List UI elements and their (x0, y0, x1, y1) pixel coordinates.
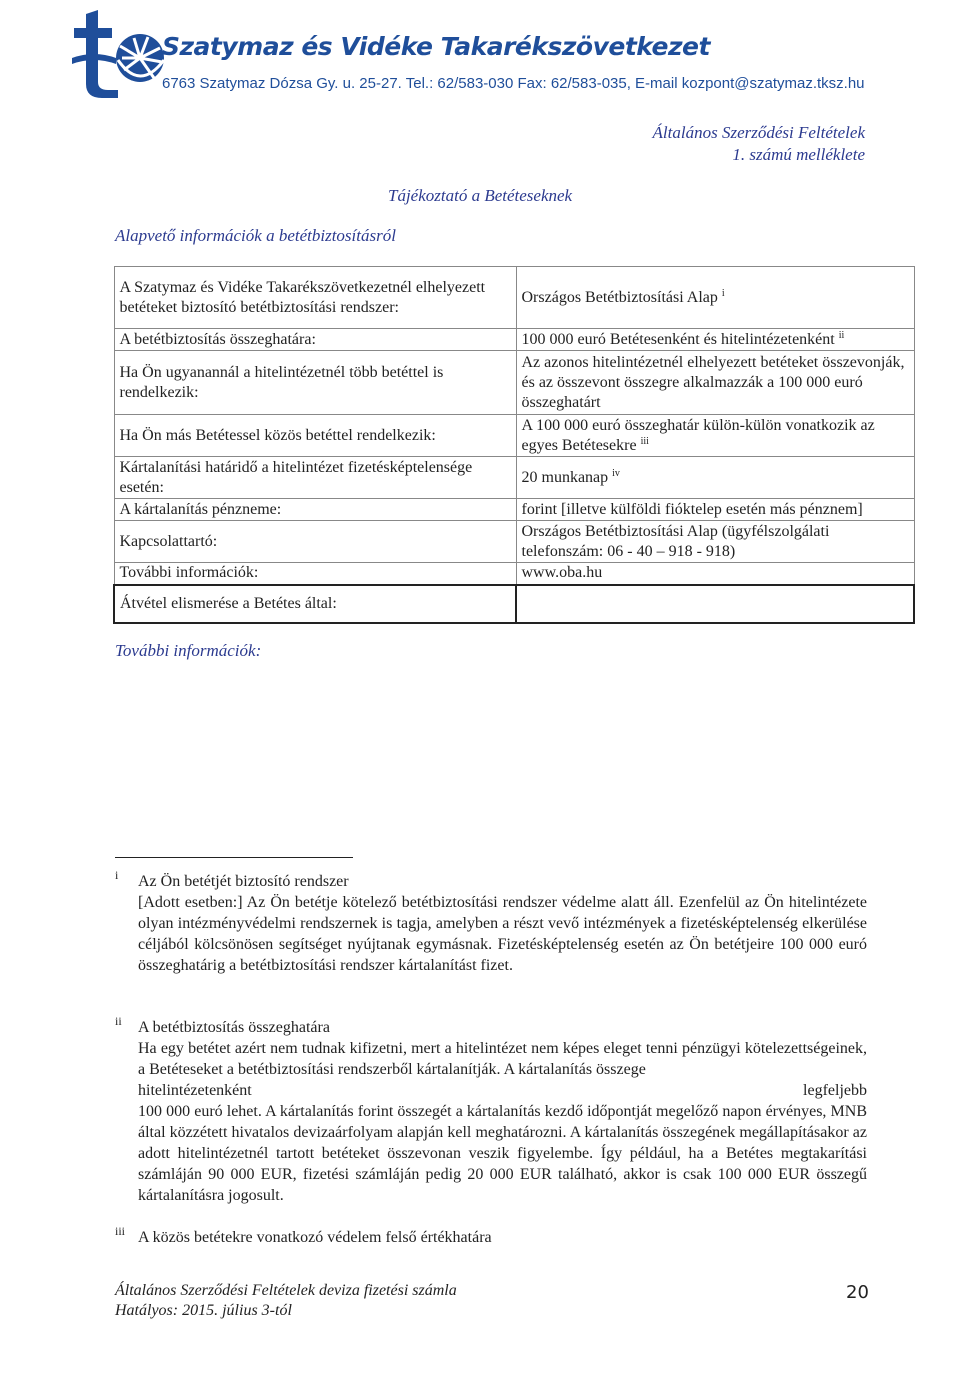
cross-and-shell-logo-icon (64, 6, 176, 100)
document-title: Tájékoztató a Betéteseknek (388, 186, 573, 205)
annex-reference (653, 122, 865, 166)
row-value (516, 563, 914, 585)
table-row (114, 521, 914, 563)
footnote-title: Az Ön betétjét biztosító rendszer (138, 873, 349, 890)
oba-website-link[interactable]: www.oba.hu (521, 564, 603, 582)
footnote-ref: iii (640, 435, 649, 447)
footnote-mark: iii (115, 1224, 126, 1238)
row-label: Ha Ön más Betétessel közös betéttel rendelkezik: (114, 415, 516, 457)
row-value: Az azonos hitelintézetnél elhelyezett betéteket összevonják, és az összevont összegre alkalmazzák a 100 000 euró összeghatárt (516, 351, 914, 415)
annex-line-2: 1. számú melléklete (732, 145, 865, 164)
footnote-title: A betétbiztosítás összeghatára (138, 1019, 330, 1036)
footnote-text: [Adott esetben:] Az Ön betétje kötelező betétbiztosítási rendszer védelme alatt áll. Ezenfelül az Ön hitelintézete olyan intézményvédelmi rendszernek is tagja, amelyben a részt vevő intézmények a fizetésképtelenség elkerülése céljából kölcsönösen segítséget nyújtanak egymásnak. Fizetésképtelenség esetén az Ön betétjeire 100 000 euró összeghatárig a betétbiztosítási rendszer kártalanítást fizet. (138, 894, 867, 974)
more-info-heading: További információk: (115, 641, 262, 660)
deposit-insurance-table (113, 266, 915, 624)
footnote-iii (115, 1224, 867, 1248)
row-label: Ha Ön ugyanannál a hitelintézetnél több betéttel is rendelkezik: (114, 351, 516, 415)
footer-line-2: Hatályos: 2015. július 3-tól (115, 1302, 292, 1319)
footnote-ref: iv (612, 467, 620, 479)
page-footer (115, 1281, 457, 1321)
table-row (114, 563, 914, 585)
footnote-mark: ii (115, 1014, 122, 1028)
row-value: forint [illetve külföldi fióktelep esetén más pénznem] (516, 499, 914, 521)
bank-logo (64, 6, 176, 100)
table-row (114, 329, 914, 351)
signature-field[interactable] (516, 585, 914, 623)
acknowledgement-row (114, 585, 914, 623)
row-label: A kártalanítás pénzneme: (114, 499, 516, 521)
footnote-title: A közös betétekre vonatkozó védelem felső értékhatára (138, 1229, 492, 1246)
row-value: Országos Betétbiztosítási Alap $^i$ (516, 267, 914, 329)
footnote-text: Ha egy betétet azért nem tudnak kifizetni, mert a hitelintézet nem képes eleget tenni pénzügyi kötelezettségeinek, a Betéteseket a betétbiztosítási rendszerből kártalanítják. A kártalanítás összege (138, 1040, 867, 1078)
bank-address: 6763 Szatymaz Dózsa Gy. u. 25-27. Tel.: 62/583-030 Fax: 62/583-035, E-mail kozpont@szatymaz.tksz.hu (162, 75, 865, 92)
row-value: 20 munkanap $^{iv}$ (516, 457, 914, 499)
table-row (114, 499, 914, 521)
table-row (114, 415, 914, 457)
table-row (114, 267, 914, 329)
footnote-mark: i (115, 868, 119, 882)
footnote-ref: ii (838, 329, 845, 341)
footnote-split-line: hitelintézetenként legfeljebb (138, 1082, 867, 1099)
row-value: Országos Betétbiztosítási Alap (ügyfélszolgálati telefonszám: 06 - 40 – 918 - 918) (516, 521, 914, 563)
footnote-text: 100 000 euró lehet. A kártalanítás forint összegét a kártalanítás kezdő időpontját megelőző napon érvényes, MNB által közzétett hivatalos devizaárfolyam alapján kell meghatározni. A kártalanítás összegének megállapításakor az adott hitelintézetnél tartott betéteket összevonan veszik figyelembe. Így például, ha a Betétes megtakarítási számláján 90 000 EUR, fizetési számláján pedig 20 000 EUR található, akkor is csak 100 000 EUR összegű kártalanításra jogosult. (138, 1103, 867, 1204)
table-row (114, 457, 914, 499)
table-row (114, 351, 914, 415)
row-label: Kártalanítási határidő a hitelintézet fizetésképtelensége esetén: (114, 457, 516, 499)
page-number: 20 (846, 1282, 869, 1303)
footnote-ref: i (721, 287, 725, 299)
footnote-ii (115, 1014, 867, 1206)
row-label: A betétbiztosítás összeghatára: (114, 329, 516, 351)
bank-name: Szatymaz és Vidéke Takarékszövetkezet (162, 32, 710, 61)
acknowledgement-label: Átvétel elismerése a Betétes által: (114, 585, 516, 623)
footnote-i (115, 868, 867, 976)
row-label: A Szatymaz és Vidéke Takarékszövetkezetnél elhelyezett betéteket biztosító betétbiztosítási rendszer: (114, 267, 516, 329)
row-value: 100 000 euró Betétesenként és hitelintézetenként $^{ii}$ (516, 329, 914, 351)
row-value: A 100 000 euró összeghatár külön-külön vonatkozik az egyes Betétesekre $^{iii}$ (516, 415, 914, 457)
annex-line-1: Általános Szerződési Feltételek (652, 123, 865, 142)
row-label: Kapcsolattartó: (114, 521, 516, 563)
footer-line-1: Általános Szerződési Feltételek deviza fizetési számla (115, 1282, 457, 1299)
footnote-separator (115, 857, 353, 858)
section-title: Alapvető információk a betétbiztosításról (115, 226, 396, 245)
row-label: További információk: (114, 563, 516, 585)
